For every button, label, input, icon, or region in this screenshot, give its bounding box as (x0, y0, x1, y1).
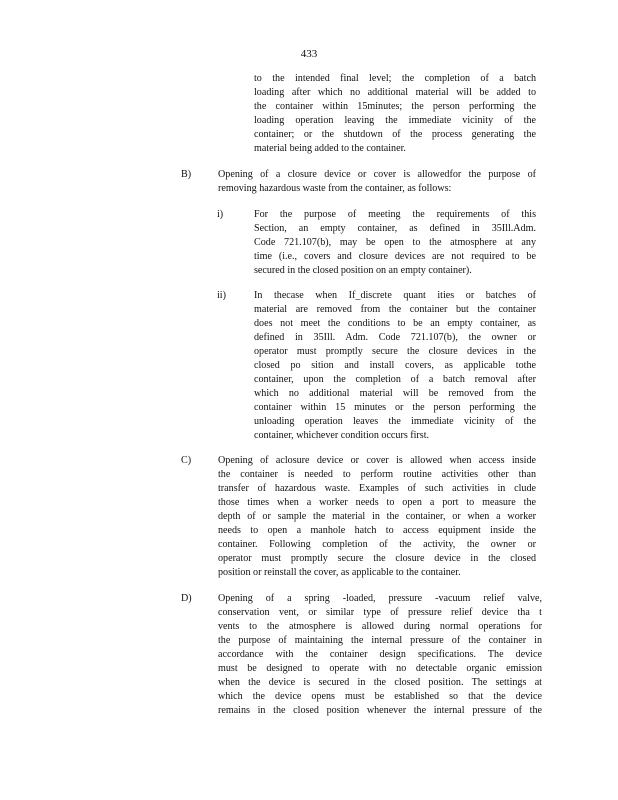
text-line: Opening of aclosure device or cover is allowed when access inside (218, 455, 536, 466)
text-line: Code 721.107(b), may be open to the atmosphere at any (254, 237, 536, 248)
text-line: operator must promptly secure the closure devices in the (254, 346, 536, 357)
text-line: vents to the atmosphere is allowed during normal operations for (218, 621, 542, 632)
text-line: Opening of a spring -loaded, pressure -vacuum relief valve, (218, 593, 542, 604)
text-line: secured in the closed position on an empty container). (254, 265, 472, 276)
text-line: must be designed to operate with no detectable organic emission (218, 663, 542, 674)
subitem-ii-paragraph (254, 289, 536, 443)
item-b-paragraph (218, 168, 536, 196)
text-line: material are removed from the container but the container (254, 304, 536, 315)
item-d-marker: D) (181, 593, 192, 604)
text-line: In thecase when If_discrete quant ities or batches of (254, 290, 536, 301)
subitem-i-paragraph (254, 208, 536, 278)
text-line: container, whichever condition occurs first. (254, 430, 430, 441)
text-line: removing hazardous waste from the container, as follows: (218, 183, 452, 194)
text-line: those times when a worker needs to open a port to measure the (218, 497, 536, 508)
text-line: container within 15 minutes or the person performing the (254, 402, 536, 413)
subitem-i-marker: i) (217, 209, 224, 220)
item-b-marker: B) (181, 169, 192, 180)
text-line: loading after which no additional material will be added to (254, 87, 536, 98)
text-line: Section, an empty container, as defined in 35Ill.Adm. (254, 223, 536, 234)
text-line: unloading operation leaves the immediate vicinity of the (254, 416, 536, 427)
subitem-ii-marker: ii) (217, 290, 226, 301)
item-c-paragraph (218, 454, 536, 580)
text-line: For the purpose of meeting the requirements of this (254, 209, 536, 220)
text-line: which the device opens must be established so that the device (218, 691, 542, 702)
text-line: position or reinstall the cover, as applicable to the container. (218, 567, 461, 578)
text-line: which no additional material will be removed from the (254, 388, 536, 399)
text-line: conservation vent, or similar type of pressure relief device tha t (218, 607, 542, 618)
item-c-marker: C) (181, 455, 192, 466)
text-line: defined in 35Ill. Adm. Code 721.107(b), the owner or (254, 332, 536, 343)
text-line: does not meet the conditions to be an empty container, as (254, 318, 536, 329)
text-line: the container is needed to perform routine activities other than (218, 469, 536, 480)
item-d-paragraph (218, 592, 542, 718)
page-number: 433 (300, 48, 318, 60)
text-line: material being added to the container. (254, 143, 406, 154)
text-line: container. Following completion of the activity, the owner or (218, 539, 536, 550)
text-line: operator must promptly secure the closure device in the closed (218, 553, 536, 564)
text-line: remains in the closed position whenever the internal pressure of the (218, 705, 542, 716)
text-line: time (i.e., covers and closure devices are not required to be (254, 251, 536, 262)
text-line: loading operation leaving the immediate vicinity of the (254, 115, 536, 126)
continuation-paragraph (254, 72, 536, 156)
text-line: needs to open a manhole hatch to access equipment inside the (218, 525, 536, 536)
text-line: to the intended final level; the completion of a batch (254, 73, 536, 84)
text-line: depth of or sample the material in the container, or when a worker (218, 511, 536, 522)
text-line: container; or the shutdown of the process generating the (254, 129, 536, 140)
text-line: the container within 15minutes; the person performing the (254, 101, 536, 112)
text-line: the purpose of maintaining the internal pressure of the container in (218, 635, 542, 646)
text-line: container, upon the completion of a batch removal after (254, 374, 536, 385)
text-line: accordance with the container design specifications. The device (218, 649, 542, 660)
text-line: closed po sition and install covers, as applicable tothe (254, 360, 536, 371)
text-line: transfer of hazardous waste. Examples of such activities in clude (218, 483, 536, 494)
text-line: Opening of a closure device or cover is allowedfor the purpose of (218, 169, 536, 180)
text-line: when the device is secured in the closed position. The settings at (218, 677, 542, 688)
